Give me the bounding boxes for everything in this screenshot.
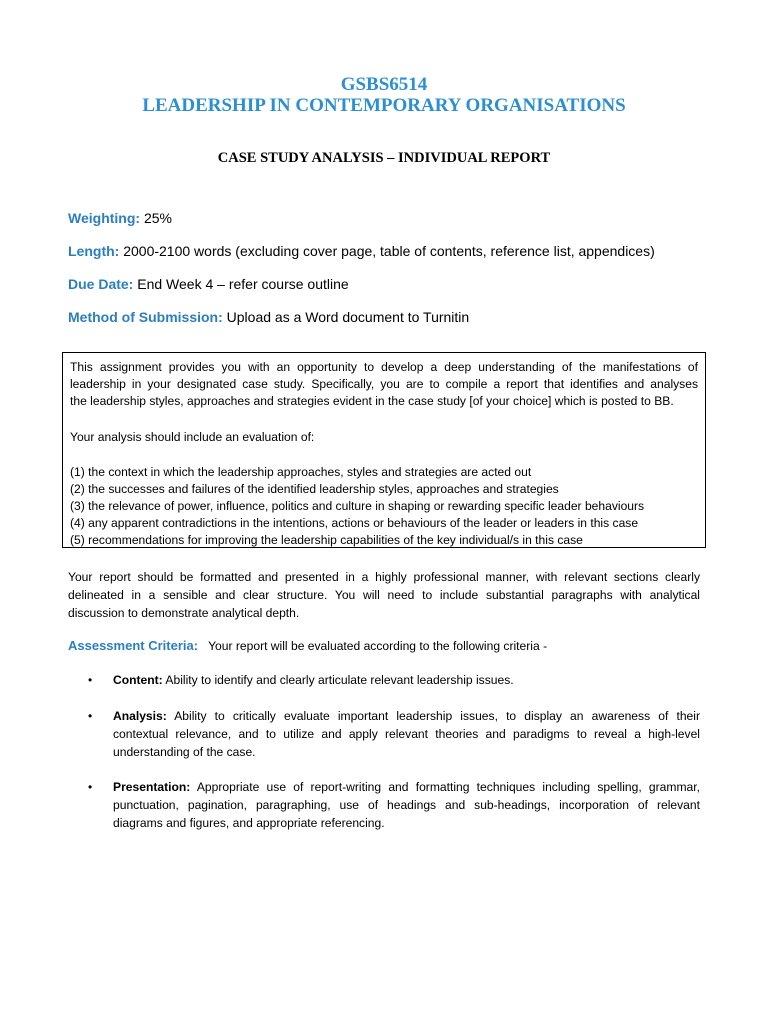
analysis-criterion-line: understanding of the case. xyxy=(113,745,256,759)
content-criterion-text: Ability to identify and clearly articulate relevant leadership issues. xyxy=(162,673,514,687)
course-title: LEADERSHIP IN CONTEMPORARY ORGANISATIONS xyxy=(142,95,626,116)
analysis-criterion-label: Analysis: xyxy=(113,709,167,723)
format-paragraph-line: delineated in a sensible and clear structure. You will need to include substantial paragraphs with analytical xyxy=(68,588,700,602)
submission-method-line xyxy=(68,309,469,325)
presentation-criterion-line xyxy=(113,779,700,796)
evaluation-item: (1) the context in which the leadership approaches, styles and strategies are acted out xyxy=(70,465,532,479)
length-line xyxy=(68,243,655,259)
report-title: CASE STUDY ANALYSIS – INDIVIDUAL REPORT xyxy=(217,150,551,166)
submission-method-value: Upload as a Word document to Turnitin xyxy=(222,309,470,325)
evaluation-item: (3) the relevance of power, influence, politics and culture in shaping or rewarding specific leader behaviours xyxy=(70,499,645,513)
course-code: GSBS6514 xyxy=(340,74,428,95)
evaluation-item: (5) recommendations for improving the leadership capabilities of the key individual/s in this case xyxy=(70,533,583,547)
bullet-glyph: • xyxy=(88,673,93,687)
submission-method-label: Method of Submission: xyxy=(68,309,223,325)
presentation-criterion-label: Presentation: xyxy=(113,780,191,794)
length-value: 2000-2100 words (excluding cover page, table of contents, reference list, appendices) xyxy=(119,243,655,259)
content-criterion xyxy=(113,672,700,689)
weighting-line xyxy=(68,210,172,226)
assessment-criteria-label: Assessment Criteria: xyxy=(68,638,199,653)
brief-intro-line: This assignment provides you with an opportunity to develop a deep understanding of the manifestations of xyxy=(70,360,698,374)
due-date-label: Due Date: xyxy=(68,276,134,292)
evaluation-item: (2) the successes and failures of the identified leadership styles, approaches and strategies xyxy=(70,482,559,496)
format-paragraph-line: Your report should be formatted and presented in a highly professional manner, with relevant sections clearly xyxy=(68,570,700,584)
presentation-criterion-line: diagrams and figures, and appropriate referencing. xyxy=(113,816,385,830)
evaluation-item: (4) any apparent contradictions in the intentions, actions or behaviours of the leader or leaders in this case xyxy=(70,516,639,530)
assessment-criteria-heading xyxy=(68,637,547,655)
due-date-value: End Week 4 – refer course outline xyxy=(133,276,349,292)
brief-intro-line: the leadership styles, approaches and strategies evident in the case study [of your choice] which is posted to BB. xyxy=(70,394,674,408)
weighting-label: Weighting: xyxy=(68,210,141,226)
assignment-brief-box xyxy=(62,352,706,548)
analysis-criterion-line: contextual relevance, and to utilize and apply relevant theories and paradigms to reveal a high-level xyxy=(113,727,700,741)
presentation-criterion-line: punctuation, pagination, paragraphing, use of headings and sub-headings, incorporation of relevant xyxy=(113,798,700,812)
length-label: Length: xyxy=(68,243,120,259)
content-criterion-label: Content: xyxy=(113,673,163,687)
bullet-glyph: • xyxy=(88,780,93,794)
brief-intro-line: leadership in your designated case study. Specifically, you are to compile a report that identifies and analyses xyxy=(70,377,698,391)
assessment-criteria-intro: Your report will be evaluated according to the following criteria - xyxy=(208,639,548,653)
format-paragraph-line: discussion to demonstrate analytical depth. xyxy=(68,606,300,620)
analysis-criterion-text: Ability to critically evaluate important leadership issues, to display an awareness of their xyxy=(166,709,700,723)
weighting-value: 25% xyxy=(140,210,172,226)
presentation-criterion-text: Appropriate use of report-writing and formatting techniques including spelling, grammar, xyxy=(190,780,700,794)
analysis-criterion-line xyxy=(113,708,700,725)
evaluation-intro: Your analysis should include an evaluation of: xyxy=(70,430,315,444)
due-date-line xyxy=(68,276,349,292)
bullet-glyph: • xyxy=(88,709,93,723)
